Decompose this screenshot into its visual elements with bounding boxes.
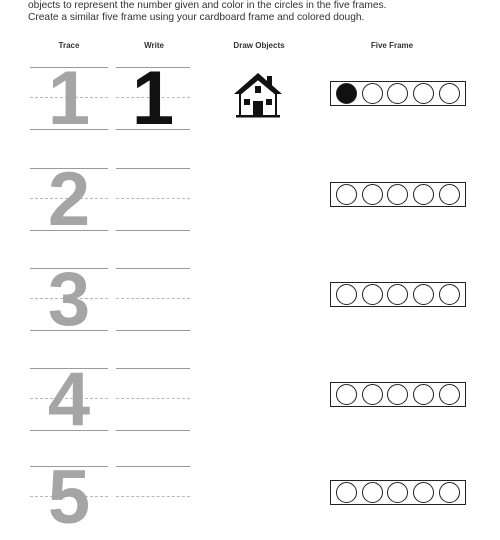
five-frame[interactable]	[330, 382, 466, 407]
instruction-line-2: Create a similar five frame using your cardboard frame and colored dough.	[28, 12, 365, 23]
five-frame-circle[interactable]	[362, 284, 383, 305]
instructions	[28, 0, 493, 24]
header-trace: Trace	[58, 41, 80, 50]
write-guide-line	[116, 496, 190, 497]
trace-digit: 2	[47, 157, 91, 242]
trace-digit: 5	[47, 455, 91, 540]
write-guide-line	[116, 230, 190, 231]
five-frame-circle[interactable]	[336, 184, 357, 205]
worksheet-row-5	[0, 455, 500, 540]
write-guide-line	[116, 268, 190, 269]
write-guide-line	[116, 398, 190, 399]
five-frame-circle[interactable]	[413, 184, 434, 205]
five-frame-circle[interactable]	[439, 384, 460, 405]
five-frame-circle[interactable]	[413, 384, 434, 405]
write-guide-line	[116, 298, 190, 299]
worksheet-row-4	[0, 357, 500, 442]
write-guide-line	[116, 430, 190, 431]
write-guide-line	[116, 368, 190, 369]
five-frame-circle[interactable]	[387, 384, 408, 405]
instruction-line-1: objects to represent the number given and color in the circles in the five frames.	[28, 0, 387, 11]
write-digit: 1	[131, 56, 175, 141]
five-frame-circle[interactable]	[362, 384, 383, 405]
five-frame[interactable]	[330, 182, 466, 207]
header-draw-objects: Draw Objects	[233, 41, 285, 50]
worksheet-row-2	[0, 157, 500, 242]
five-frame[interactable]	[330, 81, 466, 106]
trace-digit: 1	[47, 56, 91, 141]
worksheet-row-3	[0, 257, 500, 342]
five-frame-circle[interactable]	[413, 83, 434, 104]
write-guide-line	[116, 330, 190, 331]
five-frame-circle[interactable]	[387, 184, 408, 205]
house-icon	[232, 70, 284, 118]
write-guide-line	[116, 198, 190, 199]
five-frame-circle[interactable]	[362, 184, 383, 205]
write-guide-line	[116, 466, 190, 467]
write-guide-line	[116, 168, 190, 169]
five-frame-circle[interactable]	[336, 384, 357, 405]
five-frame-circle[interactable]	[362, 83, 383, 104]
five-frame[interactable]	[330, 480, 466, 505]
five-frame-circle[interactable]	[439, 284, 460, 305]
trace-digit: 4	[47, 357, 91, 442]
header-five-frame: Five Frame	[370, 41, 414, 50]
five-frame-circle[interactable]	[387, 284, 408, 305]
header-write: Write	[144, 41, 164, 50]
trace-digit: 3	[47, 257, 91, 342]
five-frame-circle[interactable]	[439, 83, 460, 104]
five-frame-circle[interactable]	[336, 83, 357, 104]
five-frame-circle[interactable]	[413, 284, 434, 305]
five-frame-circle[interactable]	[336, 284, 357, 305]
five-frame-circle[interactable]	[439, 184, 460, 205]
five-frame-circle[interactable]	[387, 83, 408, 104]
five-frame[interactable]	[330, 282, 466, 307]
